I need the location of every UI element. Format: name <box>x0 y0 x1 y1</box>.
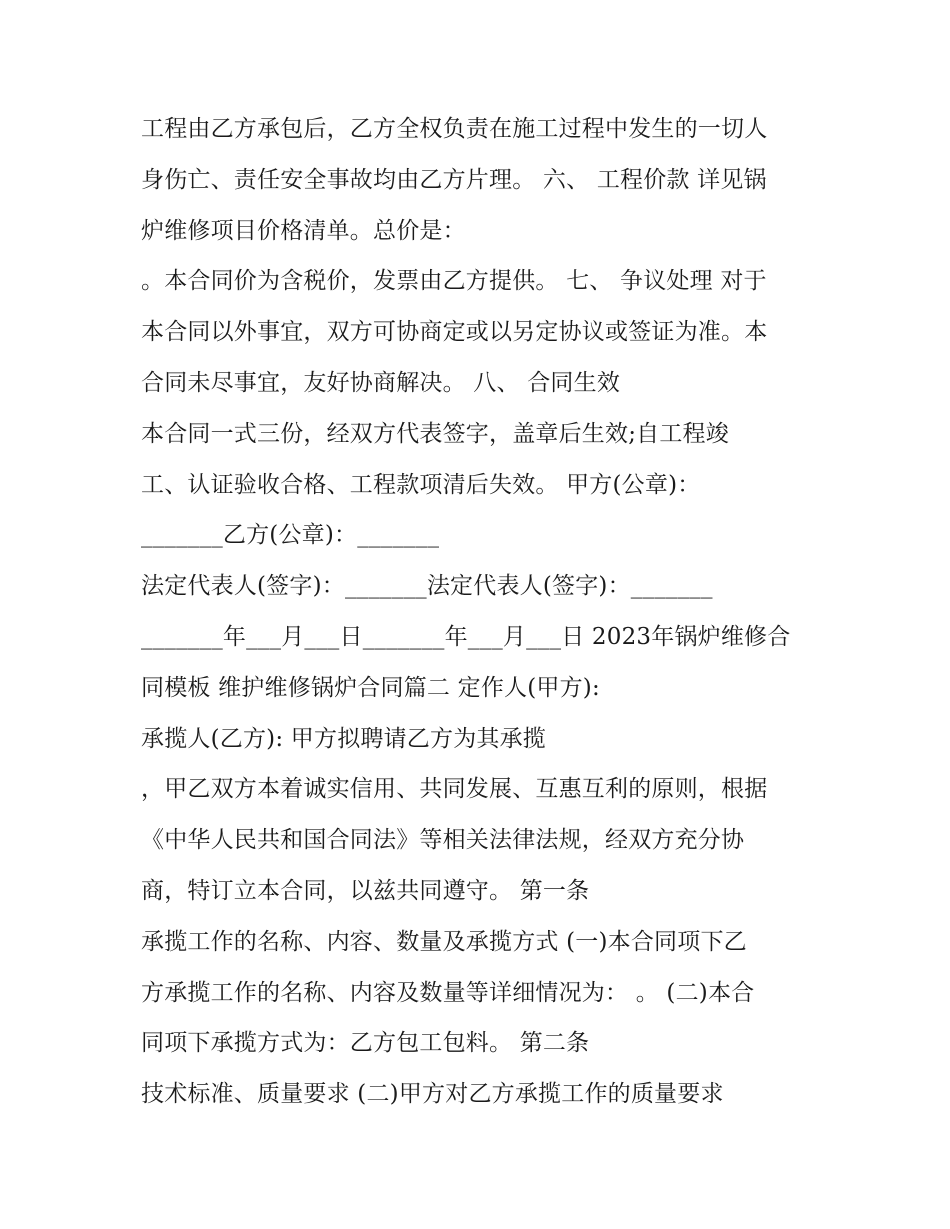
text-line: 工、认证验收合格、工程款项清后失效。 甲方(公章)： <box>141 471 701 498</box>
text-line: 合同未尽事宜，友好协商解决。 八、 合同生效 <box>141 369 621 396</box>
text-line: 《中华人民共和国合同法》等相关法律法规，经双方充分协 <box>141 827 745 854</box>
text-line: 承揽人(乙方): 甲方拟聘请乙方为其承揽 <box>141 725 547 752</box>
signature-line-representatives: 法定代表人(签字)：_______法定代表人(签字)：_______ <box>141 573 713 600</box>
text-line: 承揽工作的名称、内容、数量及承揽方式 (一)本合同项下乙 <box>141 928 747 955</box>
text-line: 工程由乙方承包后，乙方全权负责在施工过程中发生的一切人 <box>141 116 768 142</box>
date-line: _______年___月___日_______年___月___日 2023年锅炉维修合 <box>141 623 791 650</box>
text-line: 。本合同价为含税价，发票由乙方提供。 七、 争议处理 对于 <box>141 268 767 295</box>
text-line: 本合同一式三份，经双方代表签字，盖章后生效;自工程竣 <box>141 420 729 447</box>
text-line: 本合同以外事宜，双方可协商定或以另定协议或签证为准。本 <box>141 319 768 346</box>
text-line: 方承揽工作的名称、内容及数量等详细情况为： 。 (二)本合 <box>141 979 755 1006</box>
text-line: 技术标准、质量要求 (二)甲方对乙方承揽工作的质量要求 <box>141 1081 724 1108</box>
text-line: 炉维修项目价格清单。总价是： <box>141 217 466 244</box>
document-body <box>141 104 821 1120</box>
signature-line-seals: _______乙方(公章)：_______ <box>141 522 440 549</box>
text-line: 同模板 维护维修锅炉合同篇二 定作人(甲方): <box>141 674 600 701</box>
text-line: 商，特订立本合同，以兹共同遵守。 第一条 <box>141 877 590 904</box>
text-line: 同项下承揽方式为：乙方包工包料。 第二条 <box>141 1030 590 1057</box>
text-line: ，甲乙双方本着诚实信用、共同发展、互惠互利的原则，根据 <box>141 776 768 803</box>
text-line: 身伤亡、责任安全事故均由乙方片理。 六、 工程价款 详见锅 <box>141 166 767 193</box>
